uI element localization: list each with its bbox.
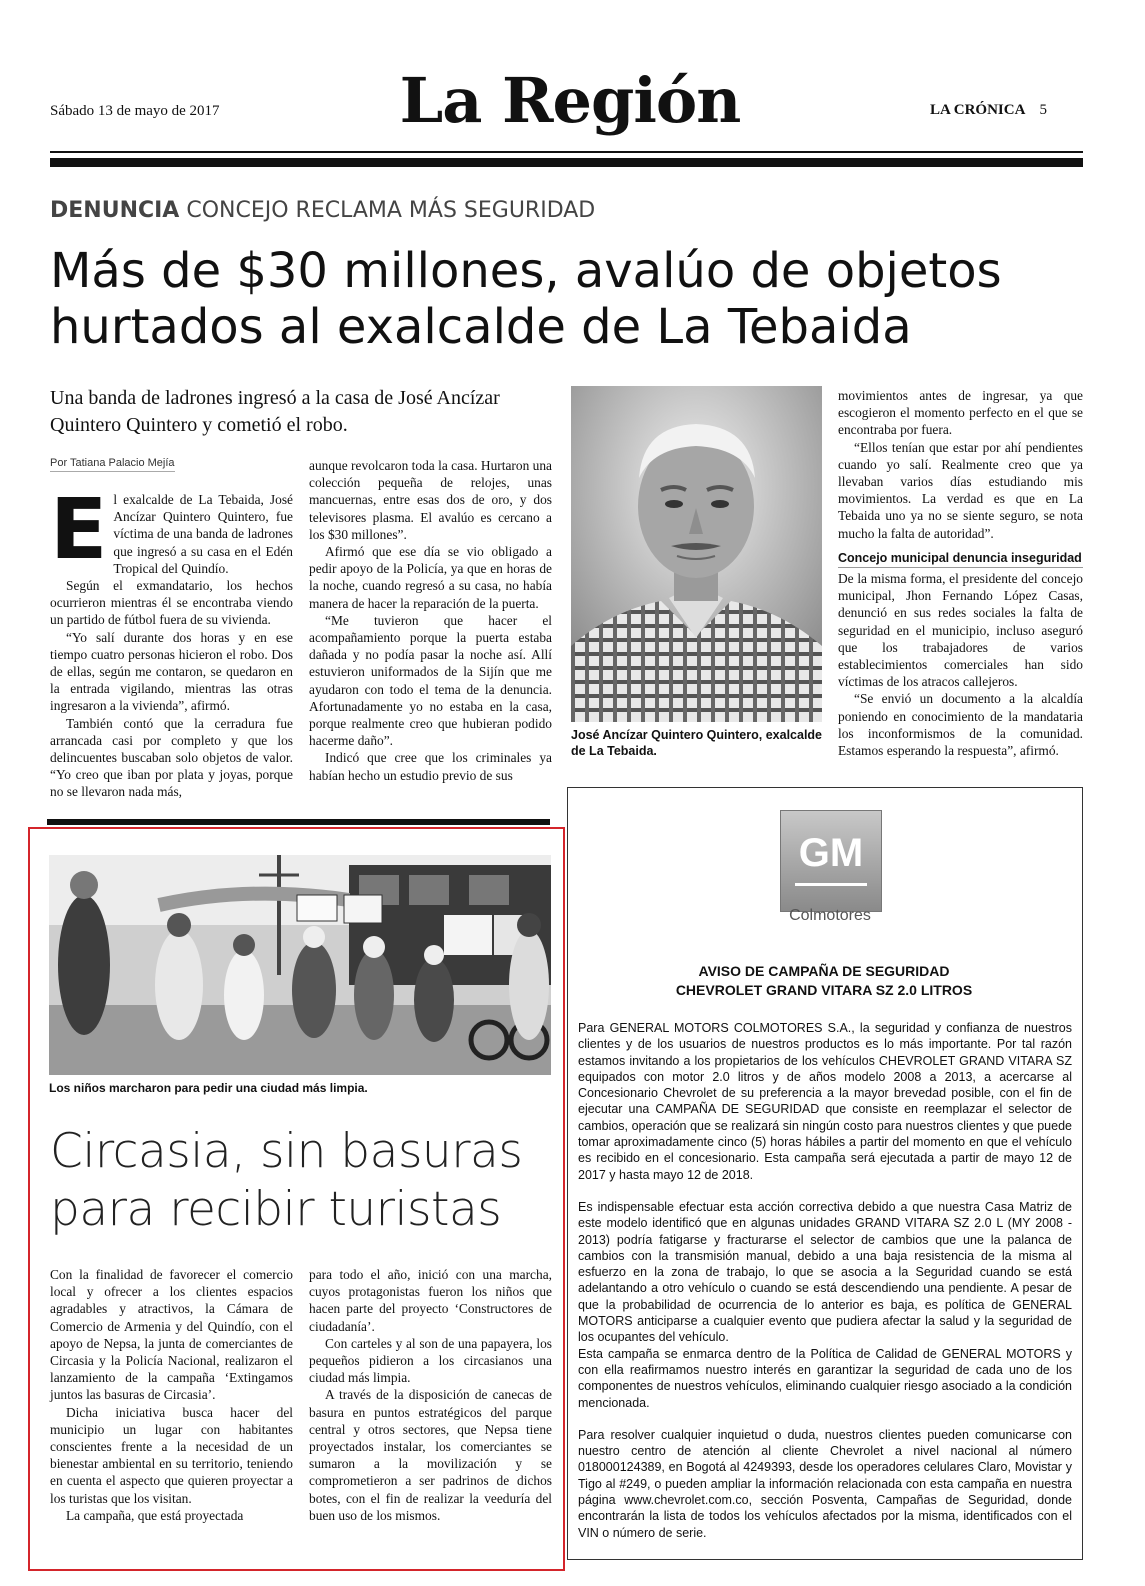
gm-logo-letters: GM: [798, 831, 864, 875]
paragraph: “Yo salí durante dos horas y en ese tiempo cuatro personas hicieron el robo. Dos de ellas, según me contaron, se quedaron en la entrada vigilando, mientras las otras ingresaron a la vivienda”, afirmó.: [50, 629, 293, 714]
publication-label: LA CRÓNICA: [930, 102, 1026, 118]
kicker-rest: CONCEJO RECLAMA MÁS SEGURIDAD: [186, 198, 596, 223]
ad-title: [578, 962, 1070, 1000]
paragraph: movimientos antes de ingresar, ya que escogieron el momento perfecto en el que se encontraba por fuera.: [838, 388, 1083, 438]
paragraph: Con carteles y al son de una papayera, los pequeños pidieron a los circasianos una ciudad más limpia.: [309, 1335, 552, 1386]
story-headline: Más de $30 millones, avalúo de objetos hurtados al exalcalde de La Tebaida: [50, 243, 1002, 355]
section-masthead: La Región: [399, 64, 741, 137]
story1-column-3: [838, 387, 1083, 759]
story2-top-bar: [47, 819, 550, 825]
header-rule-thick: [50, 158, 1083, 167]
story-deck: Una banda de ladrones ingresó a la casa de José Ancízar Quintero Quintero y cometió el robo.: [50, 387, 500, 436]
paragraph: aunque revolcaron toda la casa. Hurtaron una colección pequeña de relojes, unas mancuernas, entre esas dos de oro, y dos televisores plasma. El avalúo es cercano a los $30 millones”.: [309, 458, 552, 542]
kicker-strong: DENUNCIA: [50, 198, 180, 223]
gm-logo-underline: [795, 883, 867, 886]
paragraph: Afirmó que ese día se vio obligado a pedir apoyo de la Policía, ya que en horas de la noche, cuando regresó a su casa, no había manera de hacer la reparación de la puerta.: [309, 544, 552, 611]
ad-paragraph: Es indispensable efectuar esta acción correctiva debido a que nuestra Casa Matriz de este modelo identificó que en algunas unidades GRAND VITARA SZ 2.0 L (MY 2008 - 2013) podría fatigarse y fracturarse el selector de cambios que une la palanca de cambios con la transmisión manual, debido a una baja resistencia de la misma al esfuerzo en la zona de trabajo, lo que se asocia a la Seguridad cuando se está adelantando a otro vehículo o cuando se está descendiendo una pendiente. A pesar de que la probabilidad de ocurrencia de lo anterior es baja, es política de GENERAL MOTORS anticiparse a cualquier evento que pudiera afectar la salud y la seguridad de los ocupantes del vehículo.: [578, 1199, 1072, 1345]
issue-date: Sábado 13 de mayo de 2017: [50, 103, 220, 119]
ad-paragraph: Para resolver cualquier inquietud o duda, nuestros clientes pueden comunicarse con nuestro centro de atención al cliente Chevrolet a nivel nacional al número 018000124389, en Bogotá al 4249393, desde los operadores celulares Claro, Movistar y Tigo al #249, o pueden ampliar la información relacionada con esta campaña en nuestra página www.chevrolet.com.co, sección Posventa, Campañas de Seguridad, donde encontrarán la lista de todos los vehículos afectados por la misma, identificados con el VIN o número de serie.: [578, 1427, 1072, 1540]
paragraph: para todo el año, inició con una marcha, cuyos protagonistas fueron los niños que hacen parte del proyecto ‘Constructores de ciudadanía’.: [309, 1267, 552, 1334]
paragraph: La campaña, que está proyectada: [66, 1507, 244, 1523]
paragraph: Según el exmandatario, los hechos ocurrieron mientras él se encontraba viendo un partido de fútbol fuera de su vivienda.: [50, 578, 293, 628]
march-photo-graphic: [49, 855, 551, 1075]
paragraph: Con la finalidad de favorecer el comercio local y ofrecer a los clientes espacios agradables y atractivos, la Cámara de Comercio de Armenia y del Quindío, con el apoyo de Nepsa, la junta de comerciantes de Circasia y la Policía Nacional, realizaron el lanzamiento de la campaña ‘Extingamos juntos las basuras de Circasia’.: [50, 1267, 293, 1403]
ad-title-line-1: AVISO DE CAMPAÑA DE SEGURIDAD: [698, 963, 950, 979]
portrait-photo-graphic: [571, 386, 822, 722]
gm-logo-icon: [780, 810, 882, 912]
paragraph: Dicha iniciativa busca hacer del municipio un lugar con habitantes conscientes frente a la necesidad de un bienestar ambiental en su territorio, teniendo en cuenta el aspecto que quieren proyectar a los turistas que los visitan.: [50, 1404, 293, 1506]
portrait-caption: José Ancízar Quintero Quintero, exalcalde de La Tebaida.: [571, 728, 823, 758]
march-photo-caption: Los niños marcharon para pedir una ciudad más limpia.: [49, 1081, 368, 1095]
paragraph: También contó que la cerradura fue arrancada casi por completo y que los delincuentes buscaban solo objetos de valor. “Yo creo que iban por plata y joyas, porque no se llevaron nada más,: [50, 715, 293, 800]
paragraph: “Se envió un documento a la alcaldía poniendo en conocimiento de la mandataria los inconformismos de la comunidad. Estamos esperando la respuesta”, afirmó.: [838, 691, 1083, 759]
paragraph: De la misma forma, el presidente del concejo municipal, Jhon Fernando López Casas, denunció en sus redes sociales la falta de seguridad en el municipio, incluso aseguró que los trabajadores de varios establecimientos comerciales han sido víctimas de los atracos callejeros.: [838, 571, 1083, 690]
story2-column-1: [50, 1266, 293, 1524]
drop-cap: E: [50, 480, 108, 578]
story-kicker: [50, 198, 595, 223]
story1-column-1: [50, 480, 293, 801]
colmotores-label: Colmotores: [789, 907, 871, 924]
publication-name: [930, 102, 1047, 119]
header-rule-thin: [50, 151, 1083, 153]
march-photo: [49, 855, 551, 1075]
paragraph: l exalcalde de La Tebaida, José Ancízar Quintero Quintero, fue víctima de una banda de ladrones que ingresó a su casa en el Edén Tropical del Quindío.: [113, 492, 293, 576]
story1-column-2: [309, 457, 552, 784]
story2-column-2: [309, 1266, 552, 1524]
subhead: Concejo municipal denuncia inseguridad: [838, 550, 1083, 568]
ad-paragraph: Para GENERAL MOTORS COLMOTORES S.A., la seguridad y confianza de nuestros clientes y de los usuarios de nuestros productos es lo más importante. Por tal razón estamos invitando a los propietarios de los vehículos CHEVROLET GRAND VITARA SZ equipados con motor 2.0 litros y de años modelo 2008 a 2013, a acercarse al Concesionario Chevrolet de su preferencia a la mayor brevedad posible, con el fin de ejecutar una CAMPAÑA DE SEGURIDAD que consiste en reemplazar el selector de cambios, operación que se realizará sin ningún costo para nuestros clientes y que puede tomar aproximadamente cinco (5) horas hábiles a partir del momento en que el vehículo es recibido en el concesionario. Esta campaña será ejecutada a partir de mayo 12 de 2017 y hasta mayo 12 de 2018.: [578, 1021, 1072, 1182]
portrait-photo: [571, 386, 822, 722]
paragraph: “Me tuvieron que hacer el acompañamiento porque la puerta estaba dañada y no podía pasar la noche así. Allí estuvieron uniformados de la Sijín que me ayudaron con todo el tema de la denuncia. Afortunadamente yo no estaba en la casa, porque realmente creo que hubieran podido hacerme daño”.: [309, 612, 552, 749]
ad-paragraph: Esta campaña se enmarca dentro de la Política de Calidad de GENERAL MOTORS y con ella reafirmamos nuestro interés en garantizar la seguridad de cada uno de los componentes de nuestros vehículos, eliminando cualquier riesgo asociado a la condición mencionada.: [578, 1346, 1072, 1410]
byline: Por Tatiana Palacio Mejía: [50, 457, 175, 472]
paragraph: “Ellos tenían que estar por ahí pendientes cuando yo salí. Realmente creo que ya llevaban varios días estudiando mis movimientos. La verdad es que en La Tebaida uno ya no se siente seguro, se nota mucho la falta de autoridad”.: [838, 439, 1083, 541]
story2-headline: Circasia, sin basuras para recibir turistas: [50, 1124, 523, 1237]
ad-body: [578, 1020, 1072, 1557]
paragraph: Indicó que cree que los criminales ya habían hecho un estudio previo de sus: [309, 750, 552, 783]
paragraph: A través de la disposición de canecas de basura en puntos estratégicos del parque central y otros sectores, que Nepsa tiene proyectados instalar, los comerciantes se sumaron a la movilización y se comprometieron a ser padrinos de dichos botes, con el fin de realizar la veeduría del buen uso de los mismos.: [309, 1387, 552, 1523]
page-number: 5: [1039, 102, 1047, 118]
ad-title-line-2: CHEVROLET GRAND VITARA SZ 2.0 LITROS: [675, 982, 973, 998]
